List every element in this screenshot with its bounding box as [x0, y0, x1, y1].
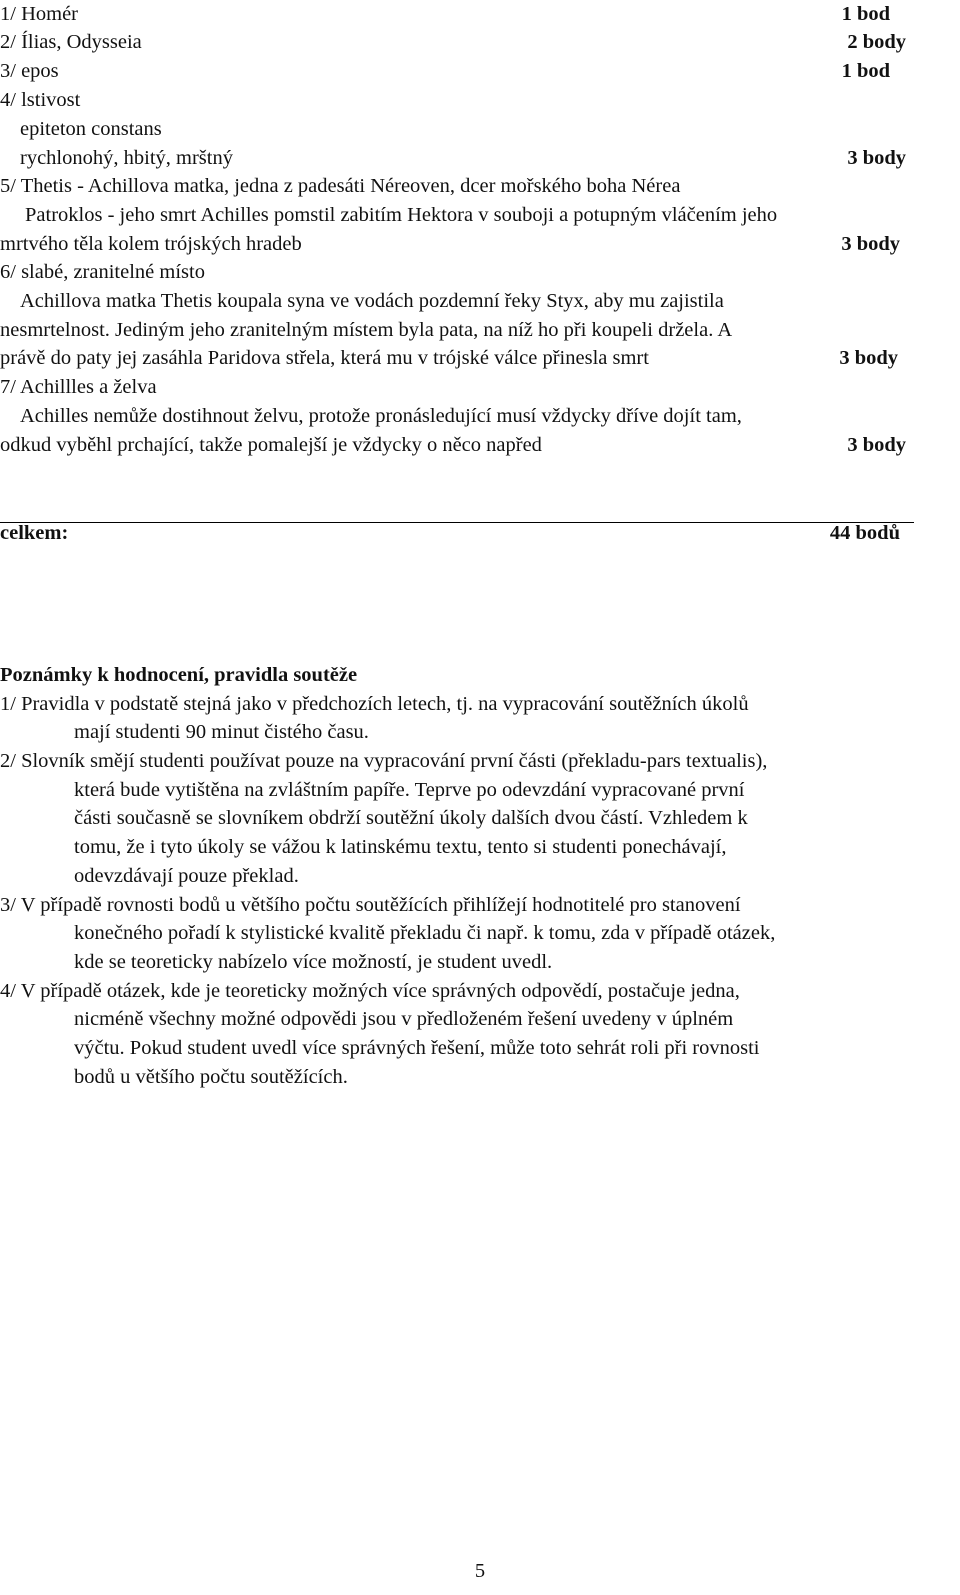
answer-line: Patroklos - jeho smrt Achilles pomstil zabitím Hektora v souboji a potupným vláčením jeho	[25, 204, 778, 226]
answer-line: 2/ Ílias, Odysseia 2 body	[0, 28, 906, 57]
points-label: 3 body	[841, 233, 900, 255]
notes-line: nicméně všechny možné odpovědi jsou v předloženém řešení uvedeny v úplném	[74, 1008, 734, 1030]
answer-line: 5/ Thetis - Achillova matka, jedna z padesáti Néreoven, dcer mořského boha Nérea	[0, 175, 681, 197]
notes-line: kde se teoreticky nabízelo více možností, je student uvedl.	[74, 951, 553, 973]
points-label: 1 bod	[841, 60, 890, 82]
notes-line: 2/ Slovník smějí studenti používat pouze na vypracování první části (překladu-pars textualis),	[0, 750, 768, 772]
answer-line: rychlonohý, hbitý, mrštný 3 body	[20, 144, 906, 173]
points-label: 2 body	[847, 31, 906, 53]
total-value: 44 bodů	[829, 522, 900, 544]
answer-line: Achilles nemůže dostihnout želvu, protože pronásledující musí vždycky dříve dojít tam,	[20, 405, 742, 427]
answer-line: mrtvého těla kolem trójských hradeb 3 body	[0, 230, 900, 259]
notes-line: odevzdávají pouze překlad.	[74, 865, 299, 887]
answer-line: 6/ slabé, zranitelné místo	[0, 261, 205, 283]
notes-line: konečného pořadí k stylistické kvalitě překladu či např. k tomu, zda v případě otázek,	[74, 922, 776, 944]
answer-line: 3/ epos 1 bod	[0, 57, 890, 86]
answer-line: epiteton constans	[20, 118, 162, 140]
answer-line: právě do paty jej zasáhla Paridova střela, která mu v trójské válce přinesla smrt 3 body	[0, 344, 898, 373]
notes-title: Poznámky k hodnocení, pravidla soutěže	[0, 664, 358, 686]
answer-line: nesmrtelnost. Jediným jeho zranitelným místem byla pata, na níž ho při koupeli držela. A	[0, 319, 733, 341]
points-label: 3 body	[847, 434, 906, 456]
notes-line: 3/ V případě rovnosti bodů u většího počtu soutěžících přihlížejí hodnotitelé pro stanovení	[0, 894, 741, 916]
answer-line: 4/ lstivost	[0, 89, 81, 111]
notes-line: mají studenti 90 minut čistého času.	[74, 721, 369, 743]
answer-line: Achillova matka Thetis koupala syna ve vodách pozdemní řeky Styx, aby mu zajistila	[20, 290, 724, 312]
total-label: celkem:	[0, 522, 69, 544]
answer-line: odkud vyběhl prchající, takže pomalejší je vždycky o něco napřed 3 body	[0, 431, 906, 460]
notes-line: výčtu. Pokud student uvedl více správných řešení, může toto sehrát roli při rovnosti	[74, 1037, 760, 1059]
points-label: 3 body	[847, 147, 906, 169]
total-line	[0, 519, 900, 548]
notes-line: tomu, že i tyto úkoly se vážou k latinskému textu, tento si studenti ponechávají,	[74, 836, 727, 858]
notes-line: bodů u většího počtu soutěžících.	[74, 1066, 348, 1088]
notes-line: 1/ Pravidla v podstatě stejná jako v předchozích letech, tj. na vypracování soutěžních úkolů	[0, 693, 749, 715]
answer-line: 1/ Homér 1 bod	[0, 0, 890, 29]
answer-line: 7/ Achillles a želva	[0, 376, 157, 398]
notes-line: části současně se slovníkem obdrží soutěžní úkoly dalších dvou částí. Vzhledem k	[74, 807, 748, 829]
notes-line: 4/ V případě otázek, kde je teoreticky možných více správných odpovědí, postačuje jedna,	[0, 980, 740, 1002]
page-number: 5	[474, 1560, 486, 1582]
notes-line: která bude vytištěna na zvláštním papíře. Teprve po odevzdání vypracované první	[74, 779, 745, 801]
points-label: 3 body	[839, 347, 898, 369]
points-label: 1 bod	[841, 3, 890, 25]
